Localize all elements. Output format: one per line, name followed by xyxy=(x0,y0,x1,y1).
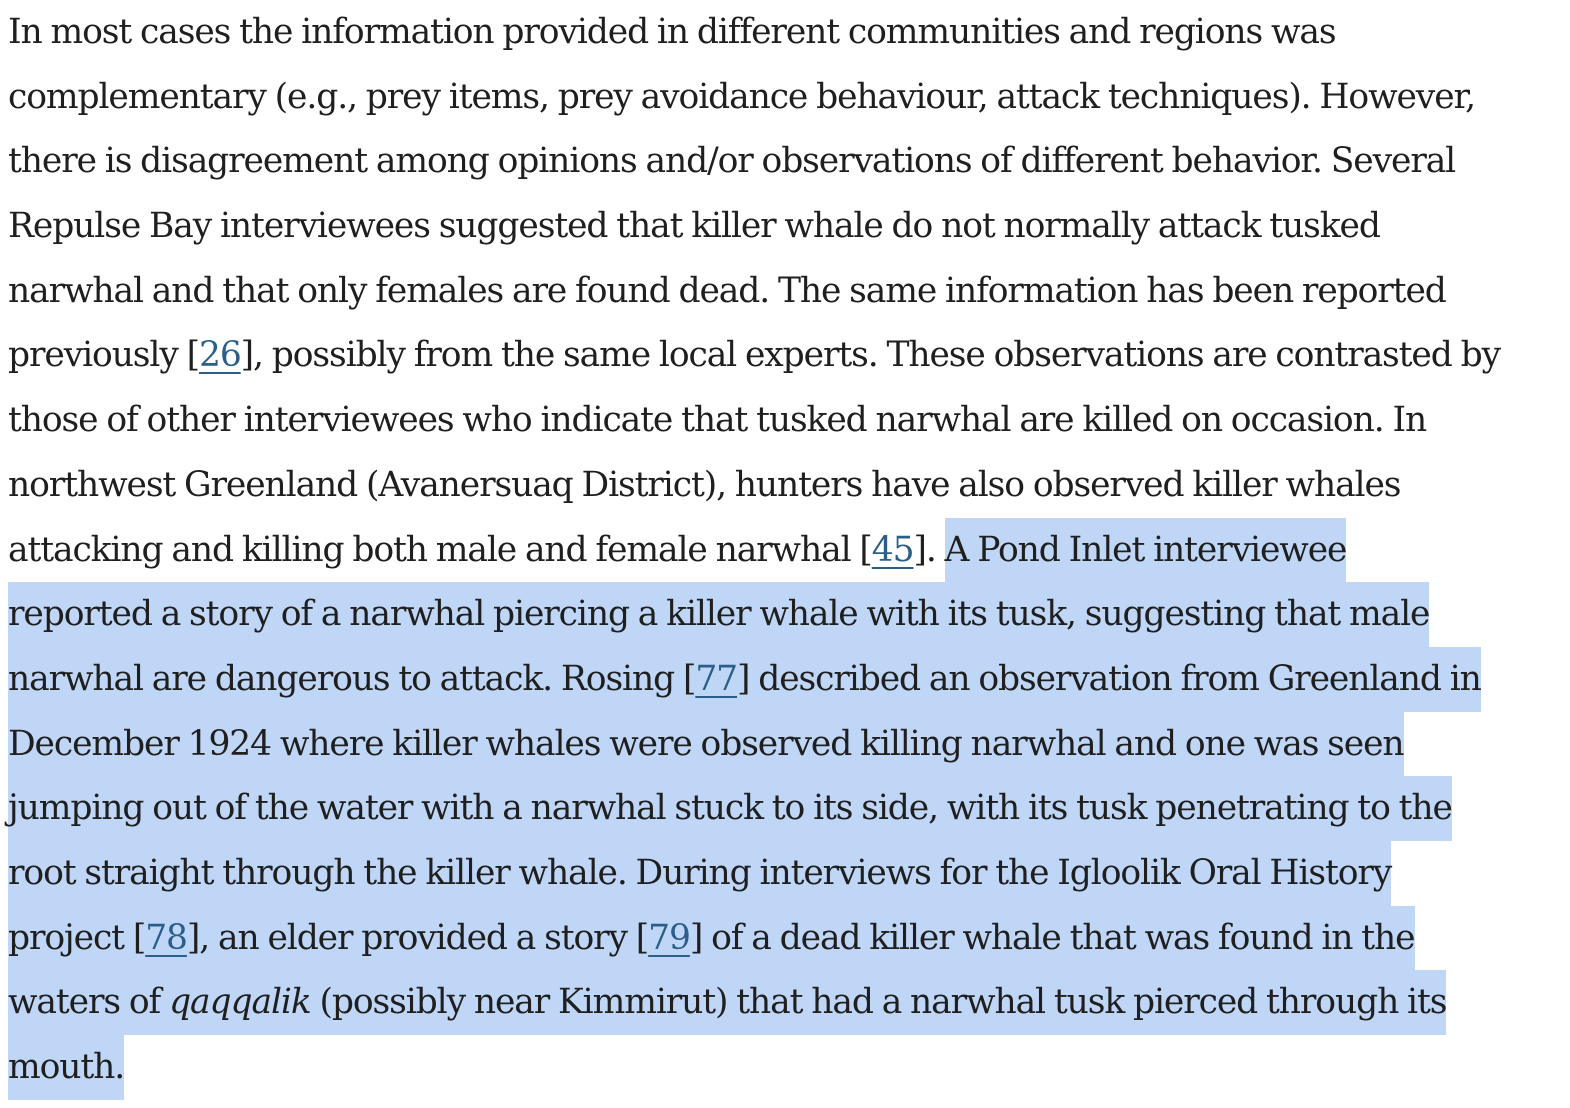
text-span: waters of xyxy=(8,982,170,1023)
text-line xyxy=(8,841,1570,906)
citation-link-26[interactable]: 26 xyxy=(198,335,241,376)
text-span: those of other interviewees who indicate that tusked narwhal are killed on occasion. In xyxy=(8,400,1427,441)
selected-text: A Pond Inlet interviewee xyxy=(945,518,1347,583)
citation-link-78[interactable]: 78 xyxy=(145,917,187,958)
text-span: narwhal and that only females are found dead. The same information has been reported xyxy=(8,270,1446,311)
text-span: In most cases the information provided in different communities and regions was xyxy=(8,12,1336,52)
text-line xyxy=(8,0,1570,65)
selected-text: reported a story of a narwhal piercing a killer whale with its tusk, suggesting that male xyxy=(8,582,1429,647)
selected-text: December 1924 where killer whales were observed killing narwhal and one was seen xyxy=(8,712,1404,777)
italic-term: qaqqalik xyxy=(169,982,311,1023)
selected-text xyxy=(8,647,1481,712)
selected-text xyxy=(8,906,1415,971)
citation-link-77[interactable]: 77 xyxy=(695,658,738,699)
text-line xyxy=(8,259,1570,324)
text-span: attacking and killing both male and female narwhal [ xyxy=(8,529,872,570)
text-line xyxy=(8,388,1570,453)
text-span: ] described an observation from Greenland in xyxy=(737,658,1481,699)
text-line xyxy=(8,712,1570,777)
text-span: ], an elder provided a story [ xyxy=(186,917,649,958)
text-line xyxy=(8,582,1570,647)
text-line xyxy=(8,453,1570,518)
selected-text: root straight through the killer whale. During interviews for the Igloolik Oral History xyxy=(8,841,1391,906)
citation-link-45[interactable]: 45 xyxy=(871,529,914,570)
text-span: ]. xyxy=(913,529,945,570)
selected-text: mouth. xyxy=(8,1035,124,1100)
text-span: northwest Greenland (Avanersuaq District), hunters have also observed killer whales xyxy=(8,464,1401,505)
text-span: (possibly near Kimmirut) that had a narwhal tusk pierced through its xyxy=(310,982,1447,1023)
selected-text: jumping out of the water with a narwhal stuck to its side, with its tusk penetrating to the xyxy=(8,776,1452,841)
text-line xyxy=(8,323,1570,388)
text-span: complementary (e.g., prey items, prey avoidance behaviour, attack techniques). However, xyxy=(8,76,1475,117)
text-span: ], possibly from the same local experts. These observations are contrasted by xyxy=(240,335,1500,376)
text-line xyxy=(8,906,1570,971)
text-span: narwhal are dangerous to attack. Rosing [ xyxy=(8,658,696,699)
text-line xyxy=(8,970,1570,1035)
text-span: there is disagreement among opinions and/or observations of different behavior. Several xyxy=(8,141,1456,182)
text-line xyxy=(8,194,1570,259)
text-span: project [ xyxy=(8,917,146,958)
text-line xyxy=(8,647,1570,712)
text-line xyxy=(8,1035,1570,1100)
selected-text xyxy=(8,970,1446,1035)
text-line xyxy=(8,776,1570,841)
text-line xyxy=(8,65,1570,130)
text-span: ] of a dead killer whale that was found in the xyxy=(689,917,1415,958)
text-line xyxy=(8,518,1570,583)
text-span: previously [ xyxy=(8,335,199,376)
citation-link-79[interactable]: 79 xyxy=(648,917,690,958)
text-line xyxy=(8,129,1570,194)
article-body xyxy=(8,0,1570,1100)
text-span: Repulse Bay interviewees suggested that killer whale do not normally attack tusked xyxy=(8,206,1380,247)
